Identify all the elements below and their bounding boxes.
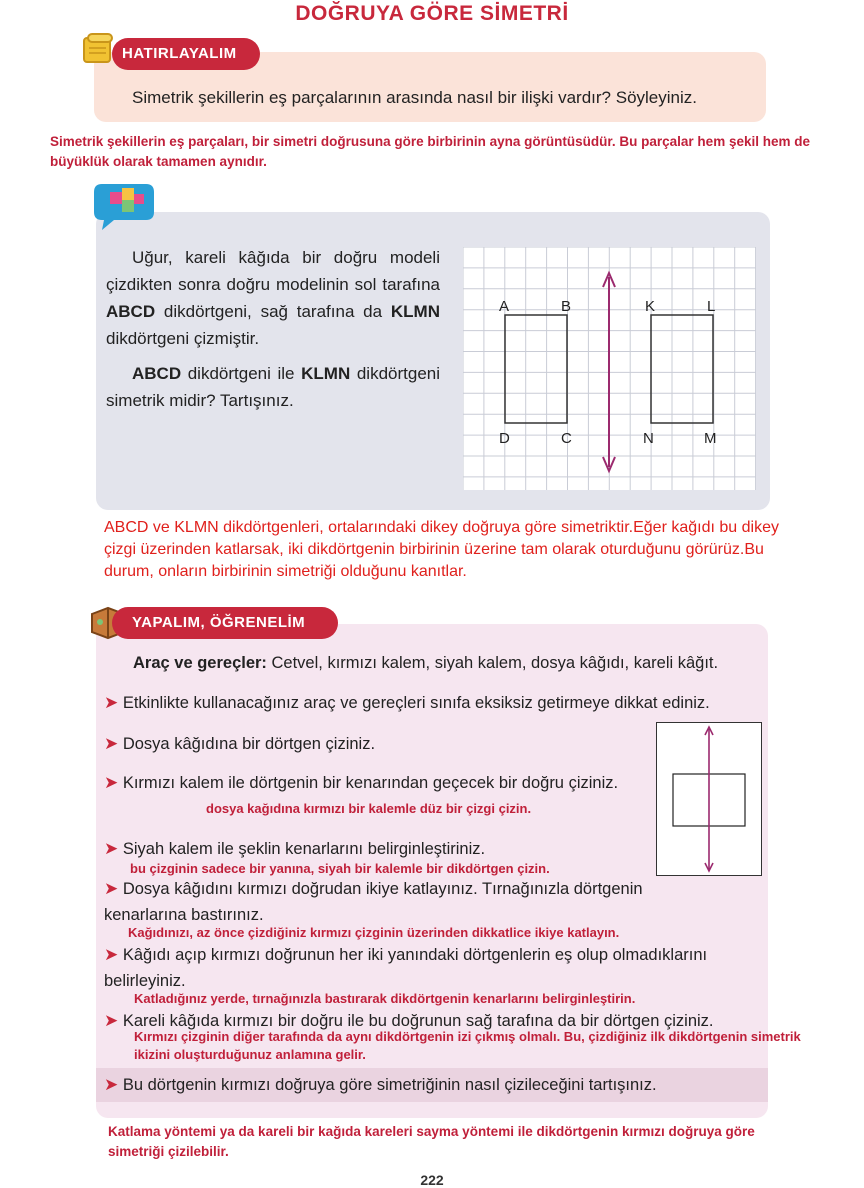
- arrow-icon: ➤: [104, 1011, 119, 1030]
- arrow-icon: ➤: [104, 693, 119, 712]
- step-5: [104, 876, 644, 928]
- label-d: D: [499, 430, 510, 447]
- story-text-part: dikdörtgeni simetrik midir? Tartışınız.: [106, 364, 441, 410]
- label-b: B: [561, 298, 572, 315]
- arrow-icon: ➤: [104, 879, 119, 898]
- tools-value: Cetvel, kırmızı kalem, siyah kalem, dosya kâğıdı, kareli kâğıt.: [266, 654, 719, 672]
- rectangle-klmn: [651, 315, 713, 423]
- step-1: [104, 690, 764, 716]
- activity-tab: YAPALIM, ÖĞRENELİM: [112, 607, 338, 639]
- story-text-part: dikdörtgeni çizmiştir.: [106, 329, 260, 348]
- label-c: C: [561, 430, 572, 447]
- step-3: [104, 770, 644, 796]
- step-8: [104, 1072, 764, 1098]
- fold-drawing: [657, 723, 761, 875]
- note-1: dosya kağıdına kırmızı bir kalemle düz bir çizgi çizin.: [206, 801, 532, 816]
- page-number: 222: [420, 1172, 444, 1188]
- story-rect-klmn: KLMN: [301, 364, 351, 383]
- step-text: Dosya kâğıdını kırmızı doğrudan ikiye katlayınız. Tırnağınızla dörtgenin kenarlarına bastırınız.: [104, 880, 643, 924]
- arrow-icon: ➤: [104, 945, 119, 964]
- fold-figure: [656, 722, 762, 876]
- story-paragraph-2: [106, 360, 440, 414]
- arrow-icon: ➤: [104, 839, 119, 858]
- arrow-icon: ➤: [104, 1075, 119, 1094]
- step-4: [104, 836, 644, 862]
- step-text: Siyah kalem ile şeklin kenarlarını belirginleştiriniz.: [122, 840, 486, 858]
- arrow-icon: ➤: [104, 734, 119, 753]
- note-2: bu çizginin sadece bir yanına, siyah bir kalemle bir dikdörtgen çizin.: [130, 861, 550, 876]
- label-l: L: [707, 298, 716, 315]
- story-text: [106, 244, 440, 422]
- step-text: Bu dörtgenin kırmızı doğruya göre simetriğinin nasıl çizileceğini tartışınız.: [122, 1076, 657, 1094]
- tools-line: [133, 654, 718, 673]
- page-title: DOĞRUYA GÖRE SİMETRİ: [295, 2, 569, 25]
- grid-figure: [463, 247, 756, 490]
- step-2: [104, 731, 644, 757]
- step-text: Kâğıdı açıp kırmızı doğrunun her iki yanındaki dörtgenlerin eş olup olmadıklarını belirleyiniz.: [104, 946, 708, 990]
- story-text-part: Uğur, kareli kâğıda bir doğru modeli çizdikten sonra doğru modelinin sol tarafına: [106, 248, 440, 294]
- story-rect-klmn: KLMN: [390, 302, 440, 321]
- story-text-part: dikdörtgeni, sağ tarafına da: [155, 302, 391, 321]
- remember-answer: Simetrik şekillerin eş parçaları, bir simetri doğrusuna göre birbirinin ayna görüntüsüdür. Bu parçalar hem şekil hem de büyüklük olarak tamamen aynıdır.: [50, 134, 810, 169]
- note-5: Kırmızı çizginin diğer tarafında da aynı dikdörtgenin izi çıkmış olmalı. Bu, çizdiğiniz ilk dikdörtgenin simetrik ikizini oluşturduğunuz anlamına gelir.: [134, 1029, 801, 1062]
- story-text-part: dikdörtgeni ile: [181, 364, 302, 383]
- label-a: A: [499, 298, 510, 315]
- handwritten-answer: ABCD ve KLMN dikdörtgenleri, ortalarındaki dikey doğruya göre simetriktir.Eğer kağıdı bu dikey çizgi üzerinden katlarsak, iki dikdörtgenin birbirinin üzerine tam olarak oturduğunu görürüz.Bu durum, onların birbirinin simetriği olduğunu kanıtlar.: [104, 519, 779, 580]
- remember-tab: HATIRLAYALIM: [112, 38, 260, 70]
- step-6: [104, 942, 764, 994]
- tools-label: Araç ve gereçler:: [133, 654, 267, 672]
- story-rect-abcd: ABCD: [132, 364, 182, 383]
- step-text: Kırmızı kalem ile dörtgenin bir kenarından geçecek bir doğru çiziniz.: [122, 774, 619, 792]
- step-text: Etkinlikte kullanacağınız araç ve gereçleri sınıfa eksiksiz getirmeye dikkat ediniz.: [122, 694, 710, 712]
- label-k: K: [645, 298, 656, 315]
- remember-question: Simetrik şekillerin eş parçalarının arasında nasıl bir ilişki vardır? Söyleyiniz.: [132, 88, 697, 107]
- step-text: Dosya kâğıdına bir dörtgen çiziniz.: [122, 735, 376, 753]
- label-n: N: [643, 430, 654, 447]
- rectangle-abcd: [505, 315, 567, 423]
- note-4: Katladığınız yerde, tırnağınızla bastırarak dikdörtgenin kenarlarını belirginleştirin.: [134, 991, 636, 1006]
- story-paragraph-1: [106, 244, 440, 352]
- note-6: Katlama yöntemi ya da kareli bir kağıda kareleri sayma yöntemi ile dikdörtgenin kırmızı doğruya göre simetriği çizilebilir.: [108, 1124, 755, 1159]
- grid-drawing: [463, 247, 756, 490]
- label-m: M: [704, 430, 717, 447]
- note-3: Kağıdınızı, az önce çizdiğiniz kırmızı çizginin üzerinden dikkatlice ikiye katlayın.: [128, 925, 620, 940]
- step-text: Kareli kâğıda kırmızı bir doğru ile bu doğrunun sağ tarafına da bir dörtgen çiziniz.: [122, 1012, 714, 1030]
- puzzle-speech-icon: [88, 178, 160, 234]
- story-rect-abcd: ABCD: [106, 302, 156, 321]
- arrow-icon: ➤: [104, 773, 119, 792]
